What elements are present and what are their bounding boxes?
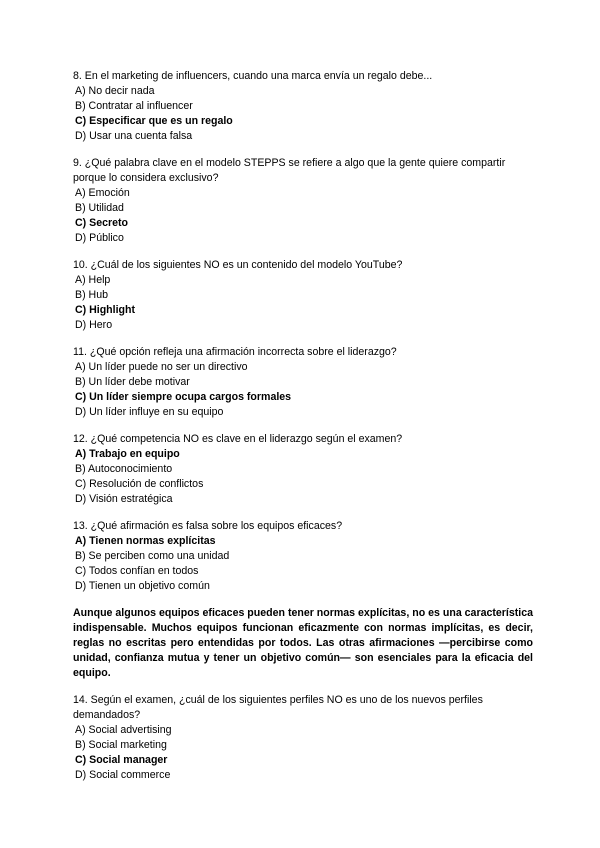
option-a: A) Help <box>75 274 111 286</box>
option-a: A) No decir nada <box>75 85 155 97</box>
question-12 <box>73 432 533 507</box>
exam-page <box>73 69 533 795</box>
question-text: 14. Según el examen, ¿cuál de los siguientes perfiles NO es uno de los nuevos perfiles demandados? <box>73 694 483 721</box>
options-list <box>73 447 533 507</box>
option-a: A) Emoción <box>75 187 130 199</box>
option-c-correct: C) Highlight <box>75 304 136 316</box>
question-text: 8. En el marketing de influencers, cuando una marca envía un regalo debe... <box>73 70 433 82</box>
question-text: 12. ¿Qué competencia NO es clave en el liderazgo según el examen? <box>73 433 403 445</box>
question-10 <box>73 258 533 333</box>
question-text: 11. ¿Qué opción refleja una afirmación incorrecta sobre el liderazgo? <box>73 346 397 358</box>
options-list <box>73 723 533 783</box>
option-b: B) Utilidad <box>75 202 124 214</box>
question-text: 13. ¿Qué afirmación es falsa sobre los equipos eficaces? <box>73 520 343 532</box>
option-a: A) Social advertising <box>75 724 172 736</box>
options-list <box>73 534 533 594</box>
option-c-correct: C) Social manager <box>75 754 168 766</box>
option-d: D) Hero <box>75 319 113 331</box>
option-b: B) Autoconocimiento <box>75 463 173 475</box>
option-a: A) Un líder puede no ser un directivo <box>75 361 248 373</box>
option-c-correct: C) Un líder siempre ocupa cargos formales <box>75 391 292 403</box>
option-c-correct: C) Especificar que es un regalo <box>75 115 233 127</box>
question-text: 9. ¿Qué palabra clave en el modelo STEPPS se refiere a algo que la gente quiere compartir porque lo considera exclusivo? <box>73 157 506 184</box>
option-b: B) Social marketing <box>75 739 167 751</box>
question-13 <box>73 519 533 594</box>
option-d: D) Tienen un objetivo común <box>75 580 210 592</box>
options-list <box>73 360 533 420</box>
option-b: B) Se perciben como una unidad <box>75 550 230 562</box>
option-d: D) Público <box>75 232 124 244</box>
option-c: C) Resolución de conflictos <box>75 478 204 490</box>
option-c-correct: C) Secreto <box>75 217 128 229</box>
question-9 <box>73 156 533 246</box>
option-b: B) Contratar al influencer <box>75 100 193 112</box>
option-a-correct: A) Trabajo en equipo <box>75 448 180 460</box>
option-b: B) Hub <box>75 289 108 301</box>
question-8 <box>73 69 533 144</box>
option-b: B) Un líder debe motivar <box>75 376 190 388</box>
question-11 <box>73 345 533 420</box>
option-d: D) Visión estratégica <box>75 493 173 505</box>
option-d: D) Social commerce <box>75 769 171 781</box>
option-d: D) Un líder influye en su equipo <box>75 406 224 418</box>
option-d: D) Usar una cuenta falsa <box>75 130 193 142</box>
options-list <box>73 186 533 246</box>
option-c: C) Todos confían en todos <box>75 565 199 577</box>
explanation-note: Aunque algunos equipos eficaces pueden tener normas explícitas, no es una característica indispensable. Muchos equipos funcionan eficazmente con normas implícitas, es decir, reglas no escritas pero entendidas por todos. Las otras afirmaciones —percibirse como unidad, confianza mutua y tener un objetivo común— son esenciales para la eficacia del equipo. <box>73 607 533 679</box>
options-list <box>73 273 533 333</box>
question-text: 10. ¿Cuál de los siguientes NO es un contenido del modelo YouTube? <box>73 259 403 271</box>
options-list <box>73 84 533 144</box>
question-14 <box>73 693 533 783</box>
option-a-correct: A) Tienen normas explícitas <box>75 535 216 547</box>
